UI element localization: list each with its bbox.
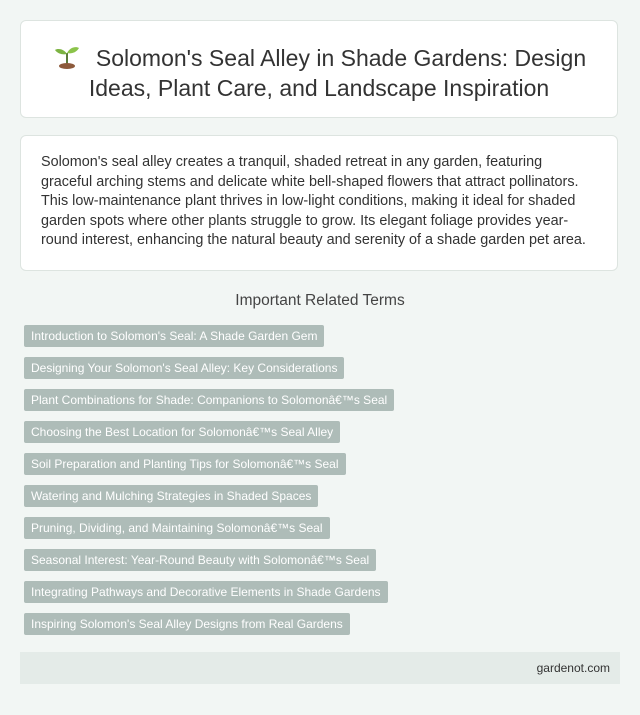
related-term-tag[interactable]: Watering and Mulching Strategies in Shaded Spaces (24, 485, 318, 507)
related-term-tag[interactable]: Inspiring Solomon's Seal Alley Designs from Real Gardens (24, 613, 350, 635)
title-card (20, 20, 618, 118)
sprout-icon (52, 43, 82, 69)
related-term-tag[interactable]: Integrating Pathways and Decorative Elements in Shade Gardens (24, 581, 388, 603)
related-term-tag[interactable]: Pruning, Dividing, and Maintaining Solomonâ€™s Seal (24, 517, 330, 539)
related-term-tag[interactable]: Choosing the Best Location for Solomonâ€™s Seal Alley (24, 421, 340, 443)
description-card (20, 135, 618, 271)
related-term-tag[interactable]: Plant Combinations for Shade: Companions to Solomonâ€™s Seal (24, 389, 394, 411)
related-term-tag[interactable]: Introduction to Solomon's Seal: A Shade Garden Gem (24, 325, 324, 347)
related-terms-list (24, 325, 620, 645)
related-term-tag[interactable]: Soil Preparation and Planting Tips for Solomonâ€™s Seal (24, 453, 346, 475)
related-term-tag[interactable]: Seasonal Interest: Year-Round Beauty with Solomonâ€™s Seal (24, 549, 376, 571)
page-title-text: Solomon's Seal Alley in Shade Gardens: Design Ideas, Plant Care, and Landscape Inspiration (88, 45, 587, 101)
footer (20, 652, 620, 684)
footer-site-link[interactable]: gardenot.com (536, 661, 610, 675)
description-text: Solomon's seal alley creates a tranquil, shaded retreat in any garden, featuring graceful arching stems and delicate white bell-shaped flowers that attract pollinators. This low-maintenance plant thrives in low-light conditions, making it ideal for shaded garden spots where other plants struggle to grow. Its elegant foliage provides year-round interest, enhancing the natural beauty and serenity of a shade garden pet area. (41, 154, 586, 248)
page-title (41, 43, 597, 103)
related-terms-heading: Important Related Terms (235, 292, 405, 309)
related-term-tag[interactable]: Designing Your Solomon's Seal Alley: Key Considerations (24, 357, 344, 379)
